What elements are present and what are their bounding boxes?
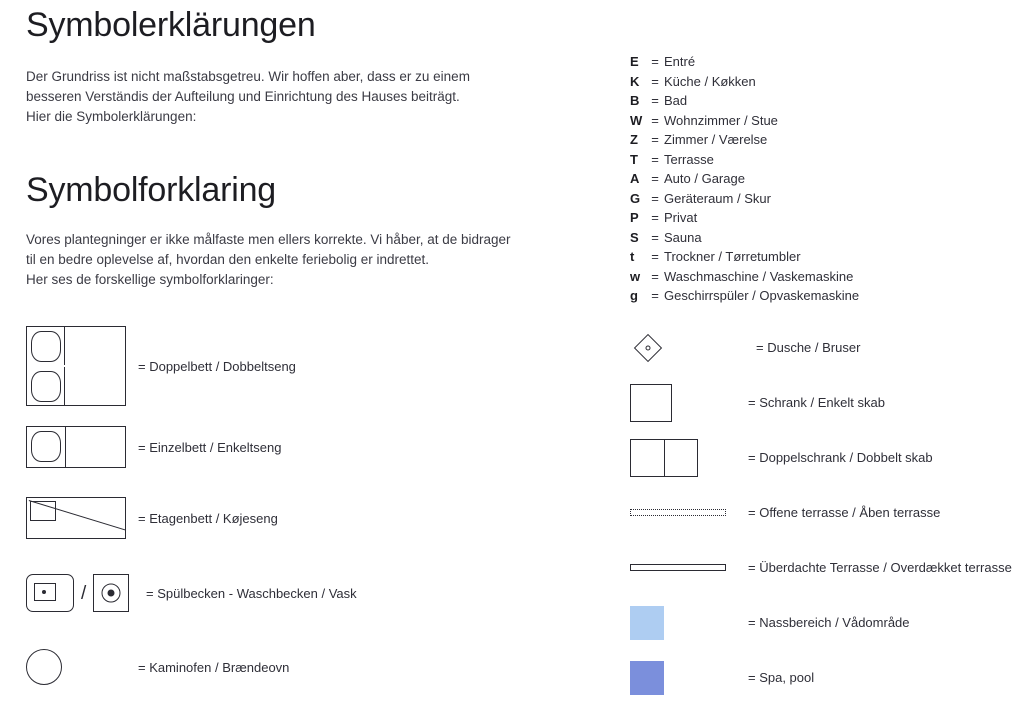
german-intro-line-3: Hier die Symbolerklärungen: <box>26 109 197 125</box>
bunk-bed-icon <box>26 497 138 539</box>
abbreviation-row <box>630 208 1010 228</box>
abbreviation-equals: = <box>651 171 659 186</box>
spa-pool-swatch-icon <box>630 661 748 695</box>
single-bed-icon <box>26 426 138 468</box>
abbreviation-value: Sauna <box>664 229 702 245</box>
danish-intro <box>26 230 586 290</box>
symbol-row-sink <box>26 554 586 632</box>
abbreviation-row <box>630 228 1010 248</box>
abbreviation-key: B <box>630 93 640 108</box>
abbreviation-value: Trockner / Tørretumbler <box>664 249 801 264</box>
double-bed-icon <box>26 326 138 406</box>
single-cabinet-icon <box>630 384 748 422</box>
abbreviation-row <box>630 189 1010 209</box>
symbol-label: = Nassbereich / Vådområde <box>748 615 910 630</box>
abbreviation-equals: = <box>651 54 659 69</box>
abbreviation-row <box>630 169 1010 189</box>
abbreviation-value: Küche / Køkken <box>664 73 756 89</box>
abbreviation-row <box>630 72 1010 92</box>
abbreviation-list <box>630 52 1010 306</box>
abbreviation-key: Z <box>630 132 638 147</box>
danish-title-wrap <box>26 171 586 210</box>
abbreviation-row <box>630 52 1010 72</box>
abbreviation-row <box>630 267 1010 287</box>
abbreviation-value: Terrasse <box>664 151 714 167</box>
symbol-row-spa-pool <box>630 650 1020 705</box>
abbreviation-equals: = <box>651 268 659 284</box>
abbreviation-key: t <box>630 249 635 264</box>
abbreviation-equals: = <box>651 288 659 303</box>
symbol-label: = Doppelschrank / Dobbelt skab <box>748 450 933 465</box>
abbreviation-row <box>630 247 1010 267</box>
open-terrace-icon <box>630 509 748 516</box>
symbol-label: = Etagenbett / Køjeseng <box>138 510 278 526</box>
abbreviation-value: Bad <box>664 93 688 108</box>
symbol-row-single-cabinet <box>630 375 1020 430</box>
danish-intro-line-1: Vores plantegninger er ikke målfaste men ellers korrekte. Vi håber, at de bidrager <box>26 232 511 248</box>
abbreviation-equals: = <box>651 210 659 225</box>
symbol-row-double-cabinet <box>630 430 1020 485</box>
abbreviation-equals: = <box>651 249 659 264</box>
abbreviation-row <box>630 111 1010 131</box>
left-text-column <box>26 0 586 290</box>
german-title: Symbolerklärungen <box>26 6 316 44</box>
fireplace-stove-icon <box>26 649 138 685</box>
abbreviation-value: Auto / Garage <box>664 171 745 186</box>
german-intro <box>26 67 586 127</box>
symbol-row-covered-terrace <box>630 540 1020 595</box>
covered-terrace-icon <box>630 564 748 571</box>
abbreviation-value: Zimmer / Værelse <box>664 132 768 147</box>
abbreviation-key: E <box>630 54 639 69</box>
right-symbol-list <box>630 320 1020 705</box>
abbreviation-row <box>630 150 1010 170</box>
symbol-label: = Kaminofen / Brændeovn <box>138 659 290 675</box>
german-intro-line-2: besseren Verständis der Aufteilung und Einrichtung des Hauses beiträgt. <box>26 89 460 105</box>
abbreviation-key: g <box>630 288 638 303</box>
abbreviation-key: P <box>630 210 639 225</box>
left-symbol-list <box>26 320 586 702</box>
abbreviation-key: w <box>630 268 641 284</box>
sink-washbasin-icon <box>26 574 138 612</box>
abbreviation-equals: = <box>651 73 659 89</box>
danish-title: Symbolforklaring <box>26 171 277 210</box>
symbol-row-bunk-bed <box>26 482 586 554</box>
abbreviation-row <box>630 91 1010 111</box>
abbreviation-value: Geschirrspüler / Opvaskemaskine <box>664 288 860 303</box>
wet-area-swatch-icon <box>630 606 748 640</box>
double-cabinet-icon <box>630 439 748 477</box>
symbol-row-wet-area <box>630 595 1020 650</box>
symbol-label: = Spülbecken - Waschbecken / Vask <box>146 585 357 601</box>
abbreviation-key: T <box>630 151 638 167</box>
separator-slash: / <box>81 582 87 604</box>
symbol-label: = Doppelbett / Dobbeltseng <box>138 358 296 374</box>
abbreviation-key: S <box>630 229 639 245</box>
danish-intro-line-3: Her ses de forskellige symbolforklaringer: <box>26 272 274 288</box>
abbreviation-equals: = <box>651 132 659 147</box>
abbreviation-value: Entré <box>664 54 696 69</box>
abbreviation-key: G <box>630 190 641 206</box>
abbreviation-value: Privat <box>664 210 698 225</box>
symbol-label: = Spa, pool <box>748 670 815 685</box>
abbreviation-value: Wohnzimmer / Stue <box>664 112 778 128</box>
symbol-row-single-bed <box>26 412 586 482</box>
german-intro-line-1: Der Grundriss ist nicht maßstabsgetreu. Wir hoffen aber, dass er zu einem <box>26 69 470 85</box>
symbol-label: = Dusche / Bruser <box>756 340 861 355</box>
abbreviation-value: Waschmaschine / Vaskemaskine <box>664 268 854 284</box>
abbreviation-equals: = <box>651 151 659 167</box>
abbreviation-row <box>630 130 1010 150</box>
symbol-row-double-bed <box>26 320 586 412</box>
symbol-label: = Überdachte Terrasse / Overdækket terrasse <box>748 560 1012 575</box>
symbol-label: = Einzelbett / Enkeltseng <box>138 439 282 455</box>
danish-intro-line-2: til en bedre oplevelse af, hvordan den enkelte feriebolig er indrettet. <box>26 252 430 268</box>
symbol-label: = Schrank / Enkelt skab <box>748 395 885 410</box>
symbol-row-open-terrace <box>630 485 1020 540</box>
abbreviation-value: Geräteraum / Skur <box>664 190 771 206</box>
symbol-label: = Offene terrasse / Åben terrasse <box>748 505 941 520</box>
abbreviation-equals: = <box>651 93 659 108</box>
shower-icon <box>630 338 756 358</box>
abbreviation-equals: = <box>651 229 659 245</box>
abbreviation-key: K <box>630 73 640 89</box>
symbol-row-shower <box>630 320 1020 375</box>
symbol-row-stove <box>26 632 586 702</box>
abbreviation-row <box>630 286 1010 306</box>
abbreviation-equals: = <box>651 112 659 128</box>
abbreviation-key: W <box>630 112 643 128</box>
abbreviation-key: A <box>630 171 640 186</box>
abbreviation-equals: = <box>651 190 659 206</box>
